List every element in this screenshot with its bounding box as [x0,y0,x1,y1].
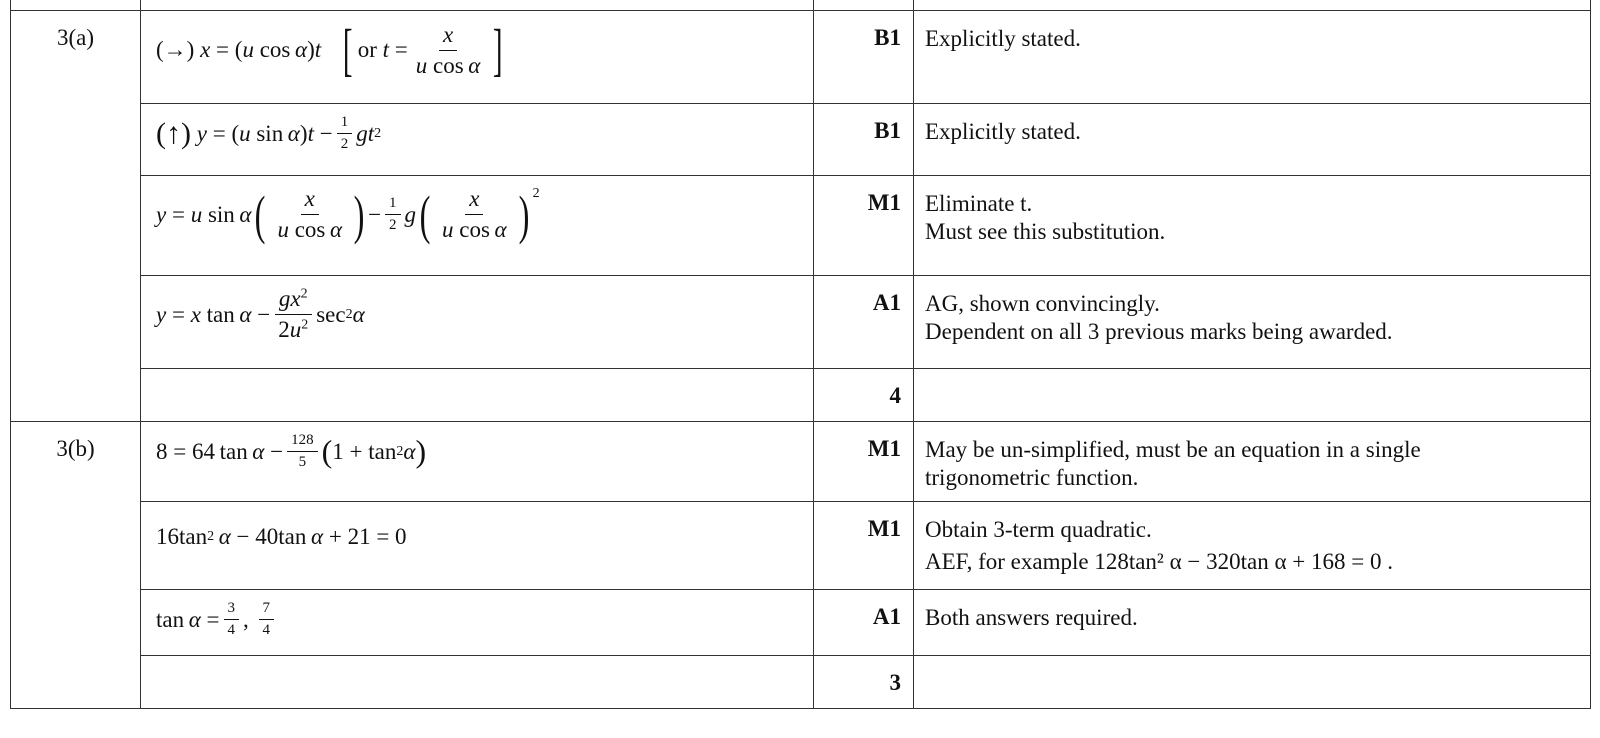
answer-cell [141,590,814,656]
mark-code: A1 [814,590,914,656]
guidance-line: Both answers required. [925,605,1138,630]
equation: y = u sin α ( $\frac{x}{\text{u cos α}}$ ) − $\frac{1}{2}$ g ( $\frac{x}{\text{u cos α}}$ ) $^2$ [156,184,540,245]
table-row [11,502,1591,590]
answer-cell [141,422,814,502]
answer-cell [141,502,814,590]
equation: (↑) y = ( u sin α ) t − $\frac{1}{2}$ gt 2 [156,114,382,152]
total-marks: 4 [814,369,914,422]
guidance-line: Obtain 3-term quadratic. [925,517,1152,542]
answer-cell [141,11,814,104]
guidance-line: Explicitly stated. [925,26,1081,51]
answer-cell [141,104,814,176]
guidance-cell [914,104,1591,176]
guidance-line: Explicitly stated. [925,119,1081,144]
question-number: 3(a) [11,11,141,422]
guidance-cell [914,502,1591,590]
guidance-cell [914,369,1591,422]
table-row [11,11,1591,104]
guidance-cell [914,11,1591,104]
total-row [11,656,1591,709]
equation: 8 = 64 tan α − $\frac{128}{5}$ ( 1 + tan 2 α ) [156,432,427,470]
guidance-line: May be un-simplified, must be an equation in a single [925,437,1421,462]
equation: 16 tan 2 α − 40 tan α + 21 = 0 [156,524,407,549]
mark-code: M1 [814,502,914,590]
mark-code: M1 [814,176,914,276]
header-row [11,0,1591,11]
equation: tan α = $\frac{3}{4}$ , $\frac{7}{4}$ [156,600,278,639]
header-cell [141,0,814,11]
answer-cell [141,656,814,709]
header-cell [914,0,1591,11]
table-row [11,422,1591,502]
total-marks: 3 [814,656,914,709]
guidance-line: trigonometric function. [925,465,1139,490]
equation: (→) x = ( u cos α ) t [ or t = $\frac{x}{\text{u cos α}}$ ] [156,17,503,82]
answer-cell [141,276,814,369]
mark-code: B1 [814,104,914,176]
table-row [11,276,1591,369]
total-row [11,369,1591,422]
guidance-line: Dependent on all 3 previous marks being awarded. [925,319,1393,344]
guidance-cell [914,656,1591,709]
mark-code: A1 [814,276,914,369]
mark-code: B1 [814,11,914,104]
header-cell [814,0,914,11]
answer-cell [141,369,814,422]
table-row [11,590,1591,656]
guidance-line: AG, shown convincingly. [925,291,1160,316]
header-cell [11,0,141,11]
guidance-line: AEF, for example 128tan² α − 320tan α + 168 = 0 . [925,549,1393,574]
table-row [11,104,1591,176]
guidance-line: Must see this substitution. [925,219,1166,244]
guidance-cell [914,276,1591,369]
mark-code: M1 [814,422,914,502]
guidance-line: Eliminate t. [925,191,1033,216]
question-number: 3(b) [11,422,141,709]
mark-scheme-table [10,0,1591,709]
answer-cell [141,176,814,276]
guidance-cell [914,422,1591,502]
guidance-cell [914,590,1591,656]
table-row [11,176,1591,276]
equation: y = x tan α − $\frac{gx^2}{2u^2}$ sec 2 α [156,286,365,342]
guidance-cell [914,176,1591,276]
